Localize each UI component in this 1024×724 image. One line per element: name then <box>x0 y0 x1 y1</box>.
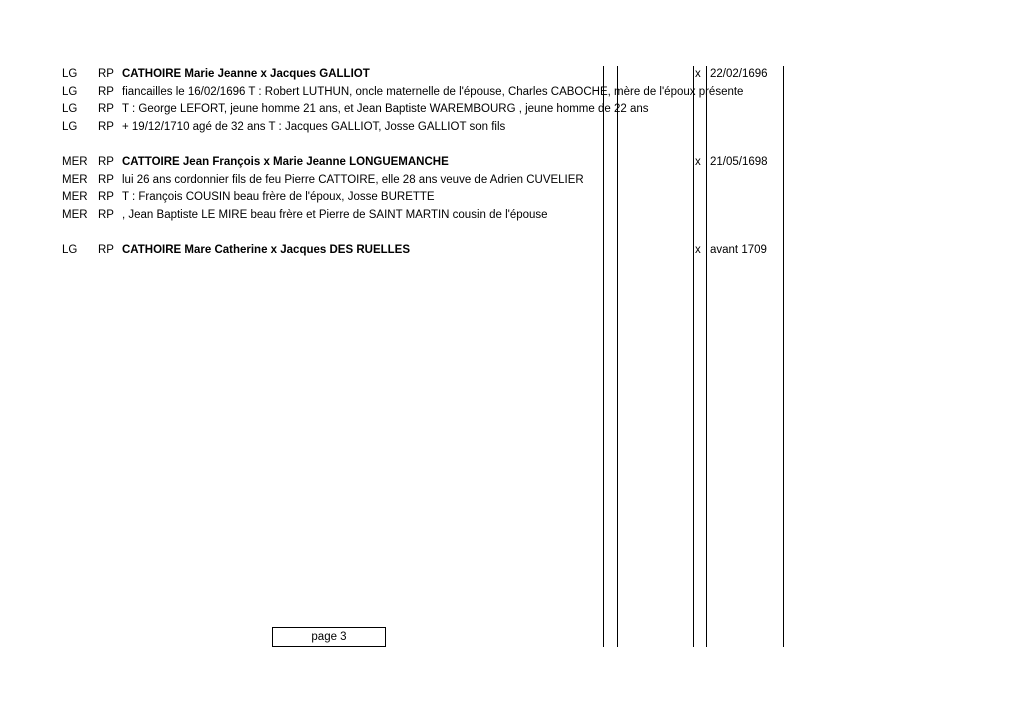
location-code: LG <box>62 121 78 133</box>
source-code: RP <box>98 244 114 256</box>
entry-detail: , Jean Baptiste LE MIRE beau frère et Pierre de SAINT MARTIN cousin de l'épouse <box>122 209 548 221</box>
event-date: avant 1709 <box>710 244 767 256</box>
location-code: MER <box>62 191 88 203</box>
entry-detail: + 19/12/1710 agé de 32 ans T : Jacques GALLIOT, Josse GALLIOT son fils <box>122 121 506 133</box>
location-code: LG <box>62 103 78 115</box>
column-rule <box>706 66 707 647</box>
column-rule <box>783 66 784 647</box>
location-code: LG <box>62 68 78 80</box>
column-rule <box>617 66 618 647</box>
source-code: RP <box>98 68 114 80</box>
source-code: RP <box>98 156 114 168</box>
marriage-mark: x <box>695 68 701 80</box>
source-code: RP <box>98 191 114 203</box>
source-code: RP <box>98 86 114 98</box>
marriage-mark: x <box>695 244 701 256</box>
entry-title: CATHOIRE Marie Jeanne x Jacques GALLIOT <box>122 68 370 80</box>
marriage-mark: x <box>695 156 701 168</box>
event-date: 21/05/1698 <box>710 156 768 168</box>
source-code: RP <box>98 121 114 133</box>
location-code: LG <box>62 86 78 98</box>
source-code: RP <box>98 174 114 186</box>
entry-title: CATTOIRE Jean François x Marie Jeanne LONGUEMANCHE <box>122 156 449 168</box>
location-code: MER <box>62 209 88 221</box>
page-number-box <box>272 627 386 647</box>
entry-detail: T : George LEFORT, jeune homme 21 ans, et Jean Baptiste WAREMBOURG , jeune homme de 22 ans <box>122 103 649 115</box>
location-code: LG <box>62 244 78 256</box>
source-code: RP <box>98 209 114 221</box>
entry-detail: lui 26 ans cordonnier fils de feu Pierre CATTOIRE, elle 28 ans veuve de Adrien CUVELIER <box>122 174 584 186</box>
page-number: page 3 <box>311 631 347 643</box>
entry-detail: T : François COUSIN beau frère de l'époux, Josse BURETTE <box>122 191 435 203</box>
entry-detail: fiancailles le 16/02/1696 T : Robert LUTHUN, oncle maternelle de l'épouse, Charles CABOCHE, mère de l'époux présente <box>122 86 744 98</box>
location-code: MER <box>62 174 88 186</box>
column-rule <box>603 66 604 647</box>
source-code: RP <box>98 103 114 115</box>
location-code: MER <box>62 156 88 168</box>
column-rule <box>693 66 694 647</box>
entry-title: CATHOIRE Mare Catherine x Jacques DES RUELLES <box>122 244 410 256</box>
event-date: 22/02/1696 <box>710 68 768 80</box>
